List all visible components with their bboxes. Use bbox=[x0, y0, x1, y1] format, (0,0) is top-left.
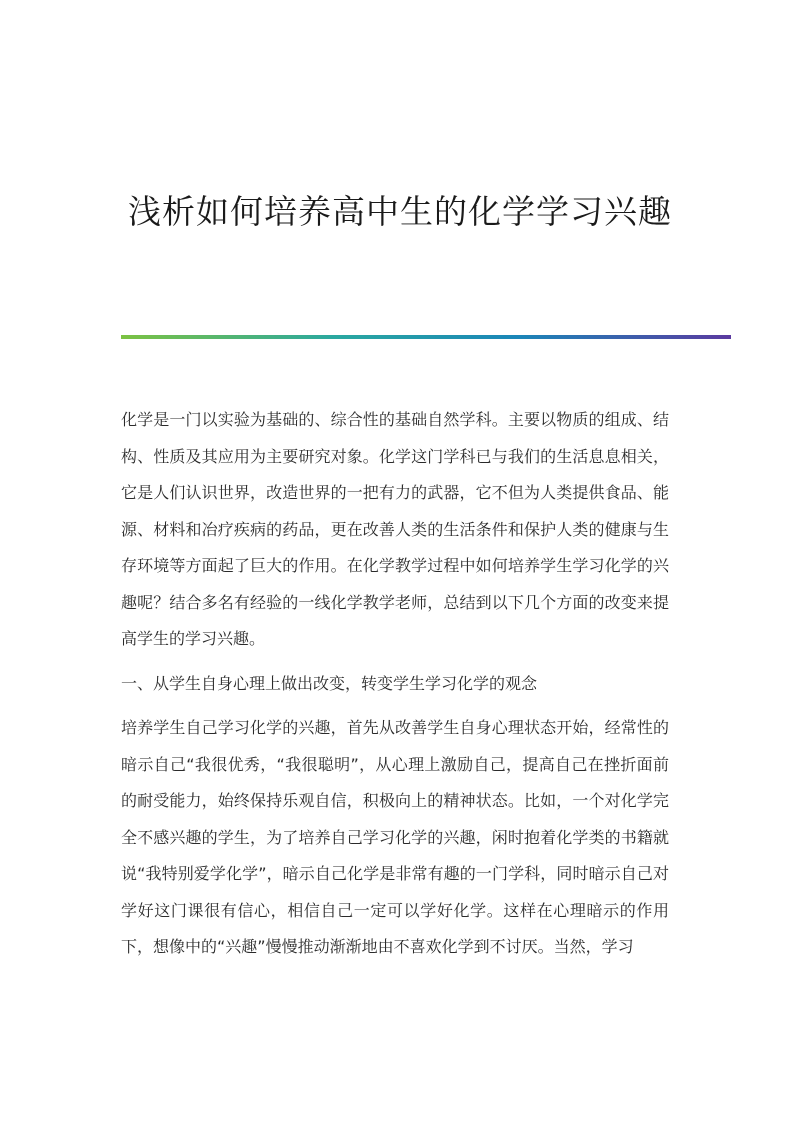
document-body bbox=[121, 402, 669, 974]
intro-paragraph: 化学是一门以实验为基础的、综合性的基础自然学科。主要以物质的组成、结构、性质及其应用为主要研究对象。化学这门学科已与我们的生活息息相关，它是人们认识世界，改造世界的一把有力的武器，它不但为人类提供食品、能源、材料和冶疗疾病的药品，更在改善人类的生活条件和保护人类的健康与生存环境等方面起了巨大的作用。在化学教学过程中如何培养学生学习化学的兴趣呢？结合多名有经验的一线化学教学老师，总结到以下几个方面的改变来提高学生的学习兴趣。 bbox=[121, 410, 669, 648]
document-title: 浅析如何培养高中生的化学学习兴趣 bbox=[128, 192, 672, 231]
title-divider bbox=[121, 335, 731, 339]
section-heading: 一、从学生自身心理上做出改变，转变学生学习化学的观念 bbox=[121, 673, 538, 693]
section-paragraph: 培养学生自己学习化学的兴趣，首先从改善学生自身心理状态开始，经常性的暗示自己“我很优秀，“我很聪明”，从心理上激励自己，提高自己在挫折面前的耐受能力，始终保持乐观自信，积极向上的精神状态。比如，一个对化学完全不感兴趣的学生，为了培养自己学习化学的兴趣，闲时抱着化学类的书籍就说“我特别爱学化学”，暗示自己化学是非常有趣的一门学科，同时暗示自己对学好这门课很有信心，相信自己一定可以学好化学。这样在心理暗示的作用下，想像中的“兴趣”慢慢推动渐渐地由不喜欢化学到不讨厌。当然，学习 bbox=[121, 718, 669, 956]
